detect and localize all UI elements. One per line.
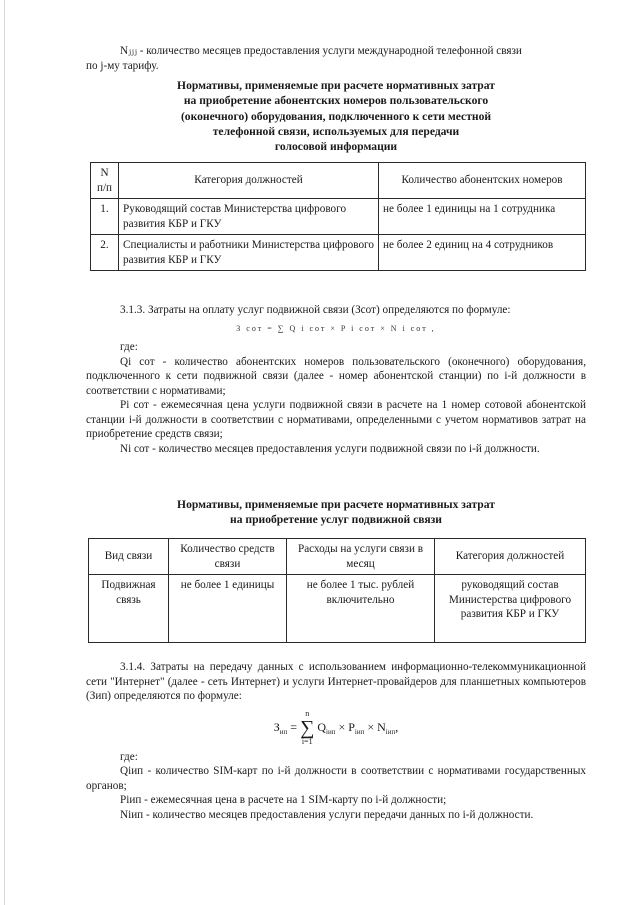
scan-margin-line — [4, 0, 5, 905]
formula-lhs: З — [273, 719, 280, 734]
section313-intro: 3.1.3. Затраты на оплату услуг подвижной связи (Зсот) определяются по формуле: — [120, 304, 511, 316]
table-row — [89, 575, 586, 643]
definition-n: Niип - количество месяцев предоставления услуги передачи данных по i-й должности. — [120, 808, 534, 821]
table-row — [91, 199, 586, 235]
table-subscriber-numbers — [90, 162, 586, 271]
where-label: где: — [120, 340, 138, 353]
heading1-line3: (оконечного) оборудования, подключенного к сети местной — [180, 109, 492, 123]
heading1-line5: голосовой информации — [274, 140, 398, 154]
formula-sum-bottom: i=1 — [301, 736, 313, 746]
table2-cell: не более 1 тыс. рублей включительно — [287, 575, 435, 643]
table2-cell: не более 1 единицы — [169, 575, 287, 643]
formula-sum-top: n — [305, 708, 310, 718]
formula-mobile-cost: З сот = ∑ Q i сот × P i сот × N i сот , — [236, 323, 436, 333]
section314-intro: 3.1.4. Затраты на передачу данных с использованием информационно-телекоммуникационной сети "Интернет" (далее - сеть Интернет) и услуги Интернет-провайдеров для планшетных компьютеров (Зип) определяются по формуле: — [86, 661, 586, 703]
definition-n: Ni сот - количество месяцев предоставления услуги подвижной связи по i-й должности. — [120, 442, 540, 455]
table1-cell: 2. — [91, 235, 119, 271]
heading-subscriber-numbers — [86, 78, 586, 154]
table1-header-num: N п/п — [91, 163, 119, 199]
heading1-line4: телефонной связи, используемых для передачи — [212, 124, 460, 138]
heading1-line1: Нормативы, применяемые при расчете нормативных затрат — [177, 79, 495, 92]
table1-header-category: Категория должностей — [119, 163, 379, 199]
table2-header-expenses: Расходы на услуги связи в месяц — [287, 539, 435, 575]
table2-header-row — [89, 539, 586, 575]
formula-lhs-sub: ип — [279, 727, 288, 736]
sigma-icon: ∑ — [300, 716, 315, 739]
table1-cell: Специалисты и работники Министерства цифрового развития КБР и ГКУ — [119, 235, 379, 271]
table2-cell: Подвижная связь — [89, 575, 169, 643]
formula-n-sub: iип — [385, 727, 396, 736]
section-3-1-3 — [86, 303, 586, 456]
heading2-line2: на приобретение услуг подвижной связи — [230, 513, 442, 527]
table1-cell: Руководящий состав Министерства цифрового развития КБР и ГКУ — [119, 199, 379, 235]
table-mobile-services — [88, 538, 586, 643]
heading1-line2: на приобретение абонентских номеров пользовательского — [183, 94, 489, 108]
table1-header-count: Количество абонентских номеров — [379, 163, 586, 199]
table1-header-row — [91, 163, 586, 199]
formula-p: P — [348, 719, 355, 734]
definition-q: Qi сот - количество абонентских номеров пользовательского (оконечного) оборудования, подключенного к сети подвижной связи (далее - номер абонентской станции) по i-й должности в соответствии с нормативами; — [86, 355, 586, 397]
formula-internet-cost: $З_{ип}$ = n ∑ i=1 $Q_{iип} \times P_{iип} \times N_{iип}$, — [273, 708, 399, 746]
heading2-line1: Нормативы, применяемые при расчете нормативных затрат — [177, 498, 495, 511]
table2-header-devices: Количество средств связи — [169, 539, 287, 575]
table2-header-category: Категория должностей — [435, 539, 586, 575]
formula-q: Q — [317, 719, 326, 734]
definition-p: Piип - ежемесячная цена в расчете на 1 SIM-карту по i-й должности; — [120, 794, 447, 807]
heading-mobile-services — [86, 497, 586, 528]
formula-n: N — [377, 719, 386, 734]
top-text-line1: Nⱼⱼⱼ - количество месяцев предоставления услуги международной телефонной связи — [120, 45, 522, 57]
table1-cell: не более 1 единицы на 1 сотрудника — [379, 199, 586, 235]
table1-cell: не более 2 единиц на 4 сотрудников — [379, 235, 586, 271]
section-3-1-4 — [86, 660, 586, 823]
table1-cell: 1. — [91, 199, 119, 235]
top-text — [86, 44, 586, 73]
top-text-line2: по j-му тарифу. — [86, 59, 159, 72]
table-row — [91, 235, 586, 271]
table2-header-type: Вид связи — [89, 539, 169, 575]
definition-q: Qiип - количество SIM-карт по i-й должности в соответствии с нормативами государственных органов; — [86, 765, 586, 792]
where-label: где: — [120, 750, 138, 763]
formula-q-sub: iип — [326, 727, 336, 736]
formula-sum — [300, 710, 314, 746]
definition-p: Pi сот - ежемесячная цена услуги подвижной связи в расчете на 1 номер сотовой абонентской станции i-й должности в соответствии с нормативами, определенными с учетом нормативов затрат на приобретение средств связи; — [86, 399, 586, 441]
formula-p-sub: iип — [354, 727, 365, 736]
table2-cell: руководящий состав Министерства цифрового развития КБР и ГКУ — [435, 575, 586, 643]
